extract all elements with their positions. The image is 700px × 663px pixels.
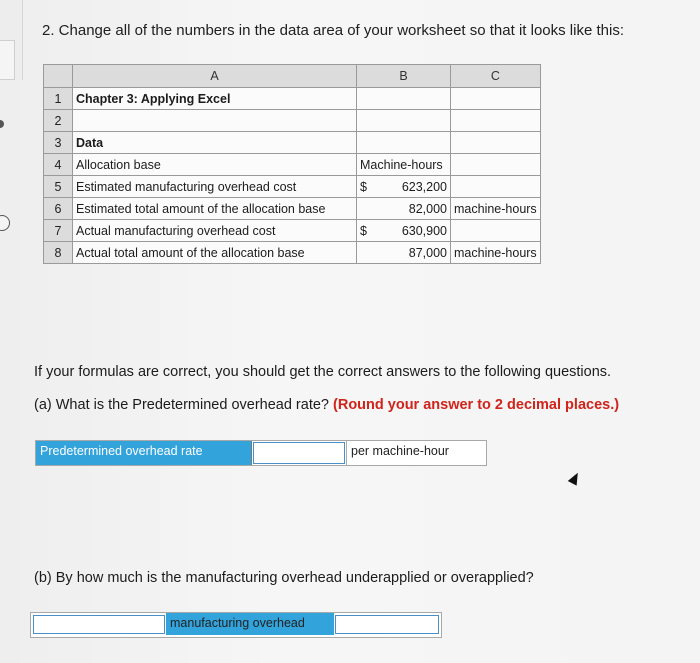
cell-a4: Allocation base xyxy=(73,154,357,176)
table-row xyxy=(44,154,541,176)
row-number: 3 xyxy=(44,132,73,154)
question-a-text: (a) What is the Predetermined overhead rate? xyxy=(34,397,334,413)
cell-c6: machine-hours xyxy=(451,198,541,220)
answer-b-row xyxy=(30,612,442,638)
cell-b2 xyxy=(357,110,451,132)
cell-a1: Chapter 3: Applying Excel xyxy=(73,88,357,110)
table-row xyxy=(44,110,541,132)
overhead-amount-input[interactable] xyxy=(33,615,165,634)
corner-cell xyxy=(44,65,73,88)
column-header-a: A xyxy=(73,65,357,88)
rounding-hint: (Round your answer to 2 decimal places.) xyxy=(333,397,620,413)
instruction-text: If your formulas are correct, you should get the correct answers to the following questions. xyxy=(34,364,612,380)
row-number: 4 xyxy=(44,154,73,176)
left-panel-edge xyxy=(0,0,23,80)
table-row xyxy=(44,220,541,242)
column-header-row xyxy=(44,65,541,88)
cell-a3: Data xyxy=(73,132,357,154)
cell-a5: Estimated manufacturing overhead cost xyxy=(73,176,357,198)
manufacturing-overhead-label: manufacturing overhead xyxy=(166,613,334,635)
row-number: 8 xyxy=(44,242,73,264)
dollar-sign: $ xyxy=(360,179,367,194)
question-a xyxy=(34,397,619,413)
cell-a2 xyxy=(73,110,357,132)
row-number: 5 xyxy=(44,176,73,198)
cell-b1 xyxy=(357,88,451,110)
answer-a-row xyxy=(35,440,487,466)
cell-a6: Estimated total amount of the allocation base xyxy=(73,198,357,220)
table-row xyxy=(44,132,541,154)
table-row xyxy=(44,176,541,198)
cell-a8: Actual total amount of the allocation base xyxy=(73,242,357,264)
cell-value: 630,900 xyxy=(401,223,447,238)
predetermined-rate-input[interactable] xyxy=(253,442,345,464)
table-row xyxy=(44,198,541,220)
cell-c2 xyxy=(451,110,541,132)
cell-c3 xyxy=(451,132,541,154)
worksheet-table xyxy=(43,64,541,264)
cell-b8: 87,000 xyxy=(357,242,451,264)
cell-b4: Machine-hours xyxy=(357,154,451,176)
cell-value: 623,200 xyxy=(401,179,447,194)
cell-c8: machine-hours xyxy=(451,242,541,264)
predetermined-rate-label: Predetermined overhead rate xyxy=(36,441,252,465)
cell-b5 xyxy=(357,176,451,198)
table-row xyxy=(44,242,541,264)
cell-b6: 82,000 xyxy=(357,198,451,220)
question-b: (b) By how much is the manufacturing overhead underapplied or overapplied? xyxy=(34,570,534,586)
row-number: 7 xyxy=(44,220,73,242)
table-row xyxy=(44,88,541,110)
row-number: 6 xyxy=(44,198,73,220)
underapplied-overapplied-select[interactable] xyxy=(335,615,439,634)
cell-c7 xyxy=(451,220,541,242)
row-number: 2 xyxy=(44,110,73,132)
dollar-sign: $ xyxy=(360,223,367,238)
column-header-b: B xyxy=(357,65,451,88)
left-panel-tab xyxy=(0,40,15,80)
cell-c5 xyxy=(451,176,541,198)
cell-a7: Actual manufacturing overhead cost xyxy=(73,220,357,242)
cell-c4 xyxy=(451,154,541,176)
cell-b3 xyxy=(357,132,451,154)
rate-unit-label: per machine-hour xyxy=(346,441,486,465)
cell-c1 xyxy=(451,88,541,110)
cell-b7 xyxy=(357,220,451,242)
row-number: 1 xyxy=(44,88,73,110)
question-title: 2. Change all of the numbers in the data area of your worksheet so that it looks like this: xyxy=(42,22,624,39)
column-header-c: C xyxy=(451,65,541,88)
